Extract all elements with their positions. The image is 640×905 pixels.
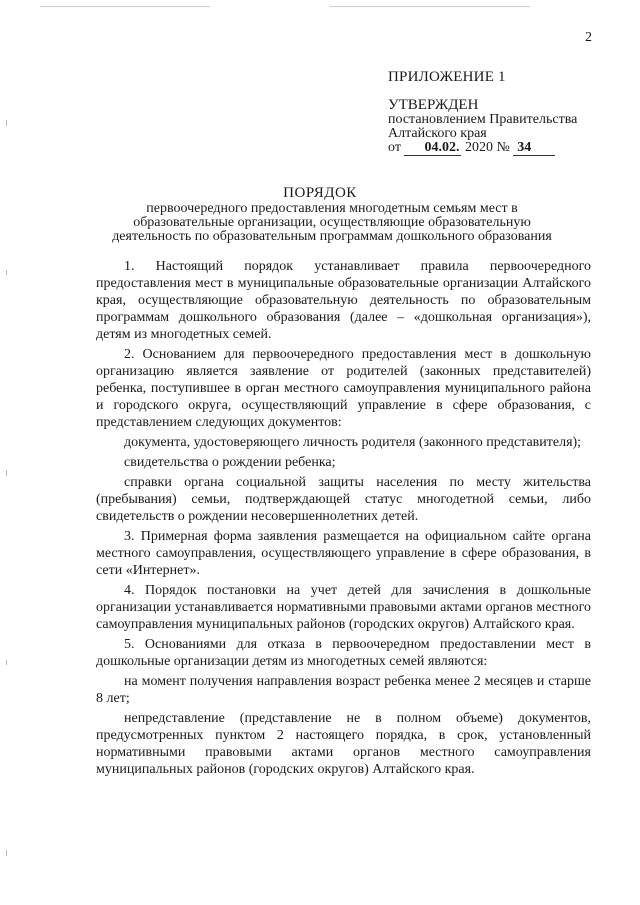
document-subtitle: первоочередного предоставления многодетным семьям мест в образовательные организации, осуществляющие образовательную деятельность по образовательным программам дошкольного образования xyxy=(112,201,552,244)
number-prefix: № xyxy=(496,140,510,155)
paragraph-2: 2. Основанием для первоочередного предоставления мест в дошкольную организацию является заявление от родителей (законных представителей) ребенка, поступившее в орган местного самоуправления муниципального района и городского округа, осуществляющий управление в сфере образования, с представлением следующих документов: xyxy=(96,347,591,430)
date-prefix: от xyxy=(388,140,401,155)
list-item-age-limit: на момент получения направления возраст ребенка менее 2 месяцев и старше 8 лет; xyxy=(96,674,591,706)
scan-artifact xyxy=(6,660,7,665)
approval-date-line xyxy=(388,141,628,156)
paragraph-4: 4. Порядок постановки на учет детей для зачисления в дошкольные организации устанавливается нормативными правовыми актами органов местного самоуправления муниципальных районов (городских округов) Алтайского края. xyxy=(96,583,591,632)
scan-artifact xyxy=(6,120,7,126)
scan-artifact xyxy=(40,6,210,7)
approval-region: Алтайского края xyxy=(388,126,487,141)
paragraph-3: 3. Примерная форма заявления размещается на официальном сайте органа местного самоуправления, осуществляющего управление в сфере образования, в сети «Интернет». xyxy=(96,529,591,578)
scan-artifact xyxy=(330,6,530,7)
approval-year: 2020 xyxy=(464,140,493,155)
list-item-social-certificate: справки органа социальной защиты населения по месту жительства (пребывания) семьи, подтверждающей статус многодетной семьи, либо свидетельств о рождении несовершеннолетних детей. xyxy=(96,475,591,524)
paragraph-1: 1. Настоящий порядок устанавливает правила первоочередного предоставления мест в муниципальные образовательные организации Алтайского края, осуществляющие образовательную деятельность по образовательным программам дошкольного образования (далее – «дошкольная организация»), детям из многодетных семей. xyxy=(96,259,591,342)
document-title: ПОРЯДОК xyxy=(283,185,357,201)
approval-block xyxy=(388,70,628,156)
scan-artifact xyxy=(6,850,7,856)
approval-authority: постановлением Правительства xyxy=(388,112,578,127)
approval-date: 04.02. xyxy=(404,141,461,156)
appendix-label: ПРИЛОЖЕНИЕ 1 xyxy=(388,69,506,85)
approval-number: 34 xyxy=(513,141,555,156)
page-number: 2 xyxy=(585,30,592,45)
scan-artifact xyxy=(6,270,7,275)
list-item-identity-document: документа, удостоверяющего личность родителя (законного представителя); xyxy=(124,435,582,450)
list-item-birth-certificate: свидетельства о рождении ребенка; xyxy=(124,455,336,470)
scan-artifact xyxy=(6,470,7,476)
document-body xyxy=(96,258,591,778)
paragraph-5: 5. Основаниями для отказа в первоочередном предоставлении мест в дошкольные организации детям из многодетных семей являются: xyxy=(96,637,591,669)
list-item-missing-documents: непредставление (представление не в полном объеме) документов, предусмотренных пунктом 2 настоящего порядка, в срок, установленный нормативными правовыми актами органов местного самоуправления муниципальных районов (городских округов) Алтайского края. xyxy=(96,711,591,777)
approved-label: УТВЕРЖДЕН xyxy=(388,97,479,113)
